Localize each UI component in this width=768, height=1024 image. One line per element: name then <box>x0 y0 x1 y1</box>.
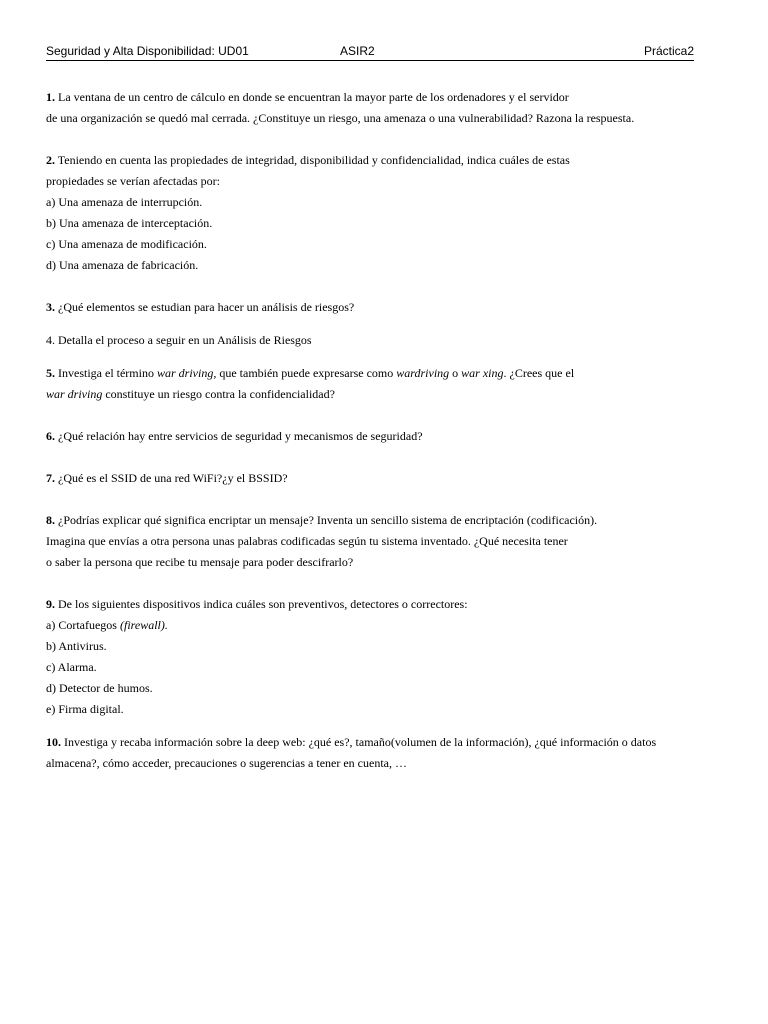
question-10 <box>46 732 714 774</box>
question-5 <box>46 363 714 405</box>
question-text: . ¿Crees que el <box>503 366 575 380</box>
question-text: ¿Podrías explicar qué significa encriptar un mensaje? Inventa un sencillo sistema de encriptación (codificación). <box>55 513 598 527</box>
document-header <box>46 44 694 61</box>
question-3 <box>46 297 714 318</box>
question-text: Investiga el término <box>55 366 157 380</box>
question-text: o <box>449 366 462 380</box>
term-italic: war xing <box>461 366 504 380</box>
question-6 <box>46 426 714 447</box>
question-text: constituye un riesgo contra la confidencialidad? <box>102 387 335 401</box>
question-number: 6. <box>46 429 55 443</box>
list-item: b) Antivirus. <box>46 639 107 653</box>
term-italic: (firewall). <box>119 618 168 632</box>
list-item: c) Alarma. <box>46 660 97 674</box>
question-text: 4. Detalla el proceso a seguir en un Análisis de Riesgos <box>46 333 312 347</box>
list-item: d) Detector de humos. <box>46 681 153 695</box>
question-text: que también puede expresarse como <box>216 366 397 380</box>
question-number: 8. <box>46 513 55 527</box>
question-9 <box>46 594 714 720</box>
questions <box>46 87 714 774</box>
list-item: b) Una amenaza de interceptación. <box>46 216 213 230</box>
header-title: Seguridad y Alta Disponibilidad: UD01 <box>46 44 249 58</box>
question-text: Teniendo en cuenta las propiedades de integridad, disponibilidad y confidencialidad, indica cuáles de estas <box>55 153 570 167</box>
term-italic: wardriving <box>396 366 450 380</box>
question-number: 3. <box>46 300 55 314</box>
question-number: 10. <box>46 735 61 749</box>
question-text: almacena?, cómo acceder, precauciones o sugerencias a tener en cuenta, … <box>46 756 407 770</box>
question-text: De los siguientes dispositivos indica cuáles son preventivos, detectores o correctores: <box>55 597 468 611</box>
question-number: 9. <box>46 597 55 611</box>
question-number: 5. <box>46 366 55 380</box>
list-item: e) Firma digital. <box>46 702 124 716</box>
question-number: 1. <box>46 90 55 104</box>
question-text: ¿Qué es el SSID de una red WiFi?¿y el BSSID? <box>55 471 288 485</box>
header-practice: Práctica2 <box>643 44 694 58</box>
question-text: ¿Qué relación hay entre servicios de seguridad y mecanismos de seguridad? <box>55 429 423 443</box>
header-course: ASIR2 <box>340 44 375 58</box>
question-text: La ventana de un centro de cálculo en donde se encuentran la mayor parte de los ordenadores y el servidor <box>55 90 569 104</box>
question-number: 2. <box>46 153 55 167</box>
question-number: 7. <box>46 471 55 485</box>
question-2 <box>46 150 714 276</box>
term-italic: war driving <box>46 387 103 401</box>
list-item: a) Cortafuegos <box>46 618 120 632</box>
question-text: ¿Qué elementos se estudian para hacer un análisis de riesgos? <box>55 300 355 314</box>
question-text: Investiga y recaba información sobre la deep web: ¿qué es?, tamaño(volumen de la información), ¿qué información o datos <box>61 735 657 749</box>
question-text: propiedades se verían afectadas por: <box>46 174 220 188</box>
list-item: a) Una amenaza de interrupción. <box>46 195 203 209</box>
list-item: d) Una amenaza de fabricación. <box>46 258 199 272</box>
question-8 <box>46 510 714 573</box>
question-text: Imagina que envías a otra persona unas palabras codificadas según tu sistema inventado. ¿Qué necesita tener <box>46 534 568 548</box>
question-text: de una organización se quedó mal cerrada. ¿Constituye un riesgo, una amenaza o una vulnerabilidad? Razona la respuesta. <box>46 111 635 125</box>
question-4 <box>46 330 714 351</box>
header-rule <box>46 60 694 61</box>
list-item: c) Una amenaza de modificación. <box>46 237 207 251</box>
question-text: o saber la persona que recibe tu mensaje para poder descifrarlo? <box>46 555 354 569</box>
question-1 <box>46 87 714 129</box>
term-italic: war driving, <box>156 366 217 380</box>
question-7 <box>46 468 714 489</box>
